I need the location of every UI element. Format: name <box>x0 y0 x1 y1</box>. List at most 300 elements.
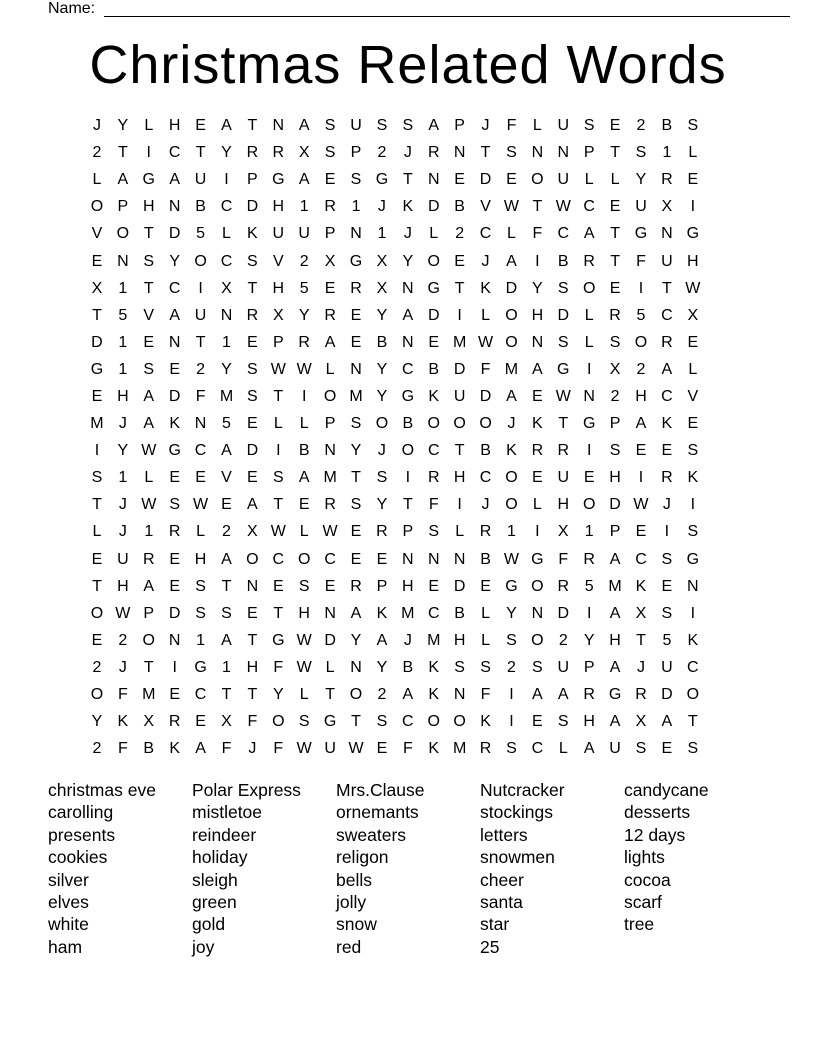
grid-letter: D <box>324 631 336 649</box>
grid-letter: L <box>325 360 335 378</box>
grid-letter: C <box>168 279 181 297</box>
grid-letter: A <box>506 252 517 270</box>
grid-letter: B <box>143 740 155 758</box>
grid-letter: E <box>428 577 440 595</box>
grid-letter: Y <box>402 252 414 270</box>
grid-row <box>84 383 732 410</box>
grid-letter: V <box>91 225 103 243</box>
grid-letter: A <box>609 658 621 676</box>
grid-letter: Y <box>117 442 129 460</box>
grid-letter: B <box>402 658 414 676</box>
grid-letter: W <box>270 523 286 541</box>
grid-letter: 1 <box>144 523 154 541</box>
grid-letter: G <box>375 171 389 189</box>
grid-letter: F <box>117 686 128 704</box>
word-item: snow <box>336 914 377 935</box>
grid-letter: S <box>454 658 465 676</box>
grid-letter: W <box>322 523 338 541</box>
word-item: gold <box>192 914 226 935</box>
grid-letter: X <box>635 713 647 731</box>
grid-letter: 5 <box>636 306 646 324</box>
grid-letter: L <box>429 225 439 243</box>
grid-letter: J <box>403 631 412 649</box>
grid-letter: Y <box>298 306 310 324</box>
grid-letter: S <box>557 713 569 731</box>
grid-letter: E <box>687 415 699 433</box>
grid-letter: E <box>247 469 258 487</box>
grid-letter: J <box>481 252 490 270</box>
word-item: ornemants <box>336 802 419 823</box>
grid-letter: F <box>221 740 232 758</box>
grid-letter: H <box>117 577 129 595</box>
grid-letter: T <box>610 225 620 243</box>
grid-letter: E <box>298 496 310 514</box>
grid-letter: D <box>479 171 492 189</box>
grid-letter: R <box>350 279 362 297</box>
grid-letter: E <box>376 550 388 568</box>
grid-letter: A <box>117 171 129 189</box>
grid-letter: R <box>350 577 362 595</box>
grid-letter: M <box>349 387 363 405</box>
grid-row <box>84 491 732 518</box>
grid-letter: J <box>481 496 490 514</box>
grid-letter: S <box>350 415 362 433</box>
grid-letter: L <box>481 631 490 649</box>
grid-letter: U <box>453 387 466 405</box>
grid-letter: 1 <box>377 225 387 243</box>
grid-letter: O <box>427 415 440 433</box>
word-item: christmas eve <box>48 780 156 800</box>
grid-letter: F <box>273 740 284 758</box>
grid-letter: E <box>661 577 673 595</box>
word-item: religon <box>336 847 389 868</box>
word-item: sweaters <box>336 824 407 845</box>
grid-letter: S <box>506 144 517 162</box>
grid-letter: O <box>401 442 415 460</box>
grid-letter: N <box>687 577 699 595</box>
grid-letter: J <box>118 658 127 676</box>
grid-letter: R <box>479 523 492 541</box>
grid-letter: L <box>222 225 231 243</box>
grid-row <box>84 112 732 139</box>
grid-letter: 2 <box>299 252 309 270</box>
grid-letter: 2 <box>610 387 620 405</box>
grid-letter: E <box>609 198 621 216</box>
grid-letter: E <box>247 604 258 622</box>
grid-letter: A <box>376 631 388 649</box>
grid-letter: Y <box>376 387 388 405</box>
grid-letter: J <box>118 496 127 514</box>
grid-letter: B <box>428 360 440 378</box>
grid-letter: C <box>194 686 207 704</box>
grid-letter: O <box>272 713 285 731</box>
grid-letter: L <box>92 171 102 189</box>
grid-letter: N <box>557 144 570 162</box>
grid-letter: S <box>247 387 258 405</box>
word-column <box>480 779 624 958</box>
grid-letter: S <box>687 442 699 460</box>
grid-letter: A <box>428 117 440 135</box>
grid-letter: O <box>427 252 440 270</box>
grid-letter: P <box>117 198 129 216</box>
grid-letter: H <box>272 279 285 297</box>
grid-letter: C <box>402 360 414 378</box>
grid-letter: D <box>661 686 673 704</box>
grid-letter: 1 <box>662 144 672 162</box>
word-item: presents <box>48 824 116 845</box>
grid-letter: I <box>690 198 696 216</box>
grid-letter: S <box>480 658 491 676</box>
grid-letter: F <box>480 360 491 378</box>
grid-letter: E <box>532 387 543 405</box>
grid-letter: I <box>690 496 696 514</box>
word-item: candycane <box>624 780 709 800</box>
grid-letter: L <box>144 469 154 487</box>
grid-letter: O <box>142 631 155 649</box>
grid-letter: X <box>687 306 699 324</box>
grid-letter: O <box>531 631 544 649</box>
grid-letter: E <box>324 577 336 595</box>
grid-letter: T <box>532 198 543 216</box>
grid-letter: P <box>454 117 465 135</box>
grid-letter: I <box>405 469 411 487</box>
grid-letter: 2 <box>92 144 102 162</box>
grid-letter: A <box>661 360 673 378</box>
grid-letter: N <box>272 117 285 135</box>
grid-letter: T <box>273 496 284 514</box>
grid-row <box>84 573 732 600</box>
grid-letter: S <box>506 631 517 649</box>
grid-row <box>84 193 732 220</box>
grid-letter: G <box>272 631 285 649</box>
grid-letter: E <box>247 415 258 433</box>
letter-grid <box>84 112 732 762</box>
grid-letter: M <box>427 631 441 649</box>
grid-letter: K <box>532 415 543 433</box>
grid-letter: T <box>351 713 361 731</box>
grid-letter: S <box>687 740 699 758</box>
grid-letter: U <box>324 740 336 758</box>
grid-letter: B <box>402 415 414 433</box>
grid-letter: B <box>480 442 491 460</box>
grid-letter: D <box>505 279 518 297</box>
grid-letter: J <box>377 198 386 216</box>
grid-letter: L <box>299 523 309 541</box>
grid-letter: C <box>531 740 544 758</box>
grid-row <box>84 464 732 491</box>
grid-letter: M <box>219 387 234 405</box>
grid-letter: E <box>169 469 180 487</box>
grid-letter: L <box>481 306 490 324</box>
grid-letter: H <box>246 658 259 676</box>
grid-letter: I <box>172 658 177 676</box>
grid-letter: A <box>583 225 595 243</box>
grid-letter: Y <box>376 306 388 324</box>
grid-letter: X <box>247 523 258 541</box>
grid-letter: S <box>609 442 621 460</box>
grid-letter: A <box>221 631 232 649</box>
grid-letter: D <box>246 198 259 216</box>
grid-letter: D <box>453 360 466 378</box>
word-item: tree <box>624 914 655 935</box>
grid-letter: J <box>92 117 101 135</box>
grid-letter: G <box>194 658 207 676</box>
grid-letter: I <box>586 442 592 460</box>
grid-letter: T <box>117 144 128 162</box>
grid-letter: I <box>198 279 203 297</box>
grid-letter: A <box>169 171 180 189</box>
grid-letter: 5 <box>584 577 594 595</box>
grid-letter: L <box>196 523 206 541</box>
grid-letter: D <box>609 496 621 514</box>
grid-letter: N <box>453 550 466 568</box>
grid-letter: U <box>117 550 129 568</box>
grid-letter: H <box>453 469 466 487</box>
grid-letter: N <box>350 658 362 676</box>
grid-letter: W <box>141 442 157 460</box>
grid-letter: L <box>507 225 516 243</box>
grid-letter: O <box>349 686 363 704</box>
grid-letter: C <box>661 387 673 405</box>
grid-letter: X <box>143 713 155 731</box>
grid-letter: E <box>350 523 362 541</box>
grid-letter: N <box>427 550 440 568</box>
grid-letter: M <box>142 686 156 704</box>
grid-letter: J <box>118 523 127 541</box>
grid-letter: F <box>532 225 543 243</box>
grid-letter: L <box>299 686 309 704</box>
grid-letter: E <box>635 523 647 541</box>
grid-letter: T <box>195 333 206 351</box>
grid-letter: I <box>457 306 462 324</box>
grid-letter: O <box>686 686 700 704</box>
grid-letter: N <box>350 360 362 378</box>
grid-letter: 2 <box>222 523 231 541</box>
grid-letter: K <box>169 740 180 758</box>
grid-letter: O <box>90 604 104 622</box>
grid-letter: T <box>273 604 284 622</box>
grid-letter: D <box>557 306 570 324</box>
grid-letter: J <box>403 144 412 162</box>
grid-row <box>84 735 732 762</box>
grid-letter: A <box>609 550 621 568</box>
grid-letter: W <box>296 631 312 649</box>
grid-letter: S <box>376 713 388 731</box>
grid-letter: R <box>376 523 388 541</box>
grid-letter: K <box>428 387 440 405</box>
grid-letter: H <box>635 387 647 405</box>
grid-letter: E <box>532 713 543 731</box>
word-item: star <box>480 914 510 935</box>
grid-row <box>84 166 732 193</box>
grid-letter: 2 <box>92 740 102 758</box>
grid-letter: K <box>169 415 180 433</box>
grid-letter: U <box>661 658 673 676</box>
grid-letter: A <box>635 415 647 433</box>
grid-letter: S <box>557 279 569 297</box>
grid-letter: S <box>402 117 414 135</box>
grid-letter: V <box>480 198 491 216</box>
grid-letter: N <box>583 387 595 405</box>
grid-letter: E <box>480 577 491 595</box>
grid-letter: S <box>350 496 362 514</box>
grid-letter: G <box>323 713 337 731</box>
grid-letter: R <box>661 469 673 487</box>
grid-letter: X <box>298 144 310 162</box>
grid-letter: W <box>503 550 519 568</box>
grid-letter: W <box>115 604 131 622</box>
grid-letter: E <box>428 333 440 351</box>
grid-letter: A <box>298 469 310 487</box>
grid-letter: 1 <box>222 333 231 351</box>
grid-letter: A <box>221 550 232 568</box>
grid-letter: W <box>685 279 701 297</box>
grid-letter: X <box>221 713 232 731</box>
grid-letter: T <box>221 686 232 704</box>
grid-letter: H <box>557 496 570 514</box>
word-item: red <box>336 936 362 957</box>
grid-row <box>84 356 732 383</box>
grid-letter: C <box>687 658 699 676</box>
grid-letter: E <box>195 117 206 135</box>
grid-letter: C <box>635 550 647 568</box>
word-item: joy <box>192 936 215 957</box>
grid-letter: 5 <box>222 415 231 433</box>
grid-letter: F <box>558 550 569 568</box>
grid-letter: O <box>531 171 544 189</box>
grid-letter: R <box>609 306 621 324</box>
grid-letter: C <box>168 144 181 162</box>
grid-letter: C <box>194 442 207 460</box>
grid-letter: 2 <box>636 360 646 378</box>
grid-letter: 2 <box>507 658 516 676</box>
grid-letter: S <box>298 713 310 731</box>
grid-letter: A <box>169 306 180 324</box>
word-item: Nutcracker <box>480 780 565 800</box>
grid-letter: A <box>143 577 155 595</box>
grid-letter: D <box>427 198 440 216</box>
word-item: carolling <box>48 802 114 823</box>
grid-letter: S <box>272 469 284 487</box>
grid-letter: F <box>273 658 284 676</box>
grid-letter: R <box>479 740 492 758</box>
grid-letter: O <box>453 415 466 433</box>
grid-letter: I <box>276 442 281 460</box>
grid-letter: T <box>247 279 258 297</box>
grid-letter: I <box>146 144 151 162</box>
grid-letter: O <box>479 415 492 433</box>
grid-letter: E <box>635 442 647 460</box>
grid-letter: C <box>479 469 492 487</box>
grid-letter: T <box>610 252 620 270</box>
grid-letter: A <box>195 740 206 758</box>
grid-letter: P <box>609 415 621 433</box>
grid-letter: J <box>377 442 386 460</box>
grid-letter: L <box>532 496 542 514</box>
grid-letter: N <box>324 442 336 460</box>
grid-letter: Y <box>91 713 103 731</box>
grid-letter: S <box>221 604 232 622</box>
grid-letter: X <box>91 279 103 297</box>
grid-letter: L <box>92 523 102 541</box>
grid-letter: K <box>687 469 699 487</box>
grid-letter: A <box>350 604 362 622</box>
grid-letter: K <box>402 198 414 216</box>
grid-letter: O <box>582 496 596 514</box>
grid-letter: X <box>221 279 232 297</box>
grid-letter: P <box>583 144 595 162</box>
word-item: snowmen <box>480 847 555 868</box>
grid-letter: E <box>687 171 699 189</box>
grid-letter: N <box>194 415 207 433</box>
grid-letter: I <box>509 686 514 704</box>
grid-row <box>84 627 732 654</box>
grid-letter: V <box>221 469 232 487</box>
grid-letter: 1 <box>118 360 128 378</box>
grid-letter: R <box>583 252 595 270</box>
grid-letter: 1 <box>222 658 231 676</box>
grid-letter: H <box>194 550 207 568</box>
grid-letter: K <box>506 442 517 460</box>
grid-letter: I <box>535 252 540 270</box>
grid-letter: W <box>296 360 312 378</box>
grid-letter: U <box>557 171 570 189</box>
grid-letter: U <box>557 469 570 487</box>
grid-letter: E <box>169 577 180 595</box>
grid-letter: S <box>91 469 103 487</box>
grid-letter: L <box>584 306 594 324</box>
grid-letter: G <box>142 171 155 189</box>
grid-row <box>84 410 732 437</box>
grid-letter: S <box>557 333 569 351</box>
grid-letter: H <box>402 577 414 595</box>
grid-letter: H <box>298 604 310 622</box>
grid-letter: E <box>324 279 336 297</box>
grid-letter: S <box>532 658 543 676</box>
grid-letter: R <box>324 306 336 324</box>
word-column <box>192 779 336 958</box>
grid-row <box>84 302 732 329</box>
grid-letter: I <box>586 360 592 378</box>
word-list <box>48 779 808 958</box>
grid-letter: D <box>246 442 259 460</box>
grid-row <box>84 518 732 545</box>
grid-letter: P <box>324 415 336 433</box>
word-item: santa <box>480 892 523 913</box>
grid-letter: T <box>325 686 335 704</box>
word-item: 25 <box>480 936 500 957</box>
grid-letter: N <box>220 306 233 324</box>
grid-letter: W <box>503 198 519 216</box>
word-item: cocoa <box>624 869 671 890</box>
grid-letter: G <box>582 415 596 433</box>
grid-letter: W <box>555 387 571 405</box>
grid-letter: P <box>272 333 284 351</box>
grid-letter: W <box>270 360 286 378</box>
grid-letter: T <box>402 171 413 189</box>
grid-letter: N <box>531 144 544 162</box>
grid-letter: I <box>690 604 696 622</box>
word-column <box>48 779 192 958</box>
grid-letter: P <box>350 144 362 162</box>
grid-letter: S <box>195 577 206 595</box>
grid-letter: A <box>609 713 621 731</box>
grid-letter: I <box>586 604 592 622</box>
grid-letter: X <box>635 604 647 622</box>
grid-letter: Y <box>117 117 129 135</box>
grid-letter: T <box>662 279 672 297</box>
grid-letter: B <box>195 198 206 216</box>
